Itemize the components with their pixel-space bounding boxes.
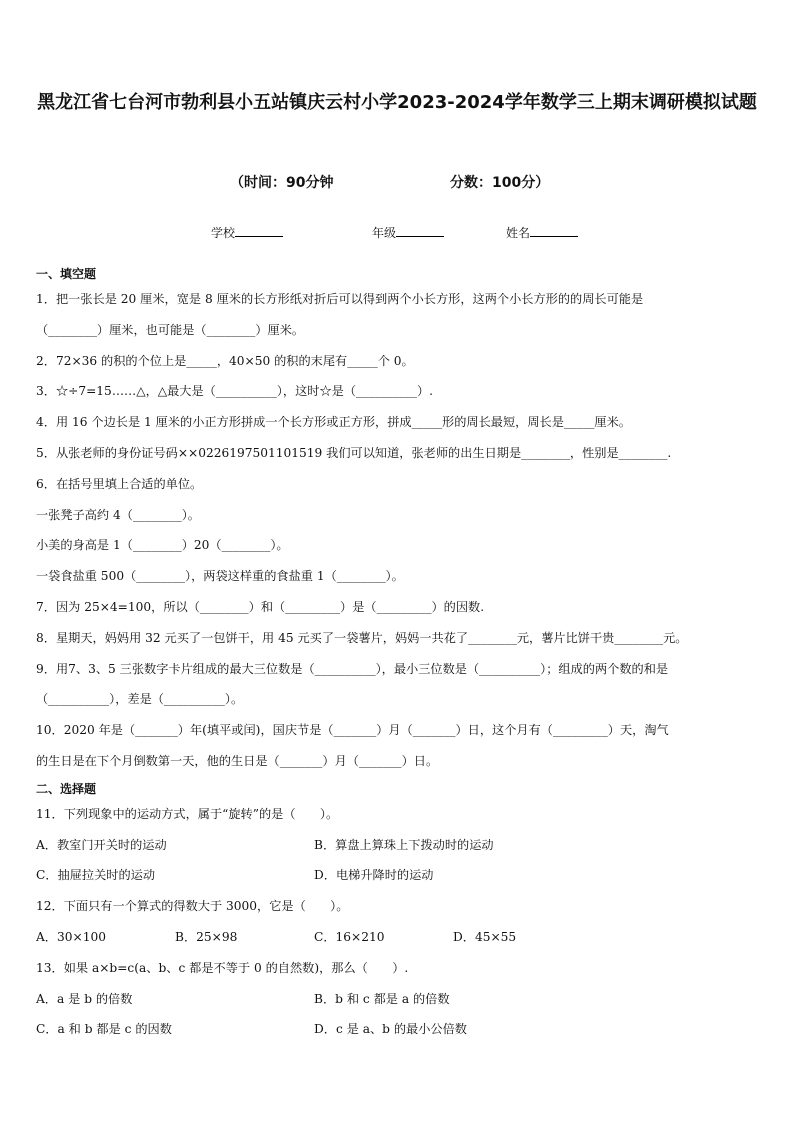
question-11-options-row1 <box>36 830 766 861</box>
question-line: 7．因为 25×4=100，所以（________）和（_________）是（_________）的因数. <box>36 599 485 614</box>
question-line: 一张凳子高约 4（________）。 <box>36 507 200 522</box>
page-title: 黑龙江省七台河市勃利县小五站镇庆云村小学2023-2024学年数学三上期末调研模拟试题 <box>37 92 757 113</box>
question-line: 9．用7、3、5 三张数字卡片组成的最大三位数是（__________），最小三位数是（__________）；组成的两个数的和是 <box>36 661 669 676</box>
option-d[interactable]: D．c 是 a、b 的最小公倍数 <box>314 1022 467 1037</box>
exam-content <box>36 262 766 1045</box>
school-blank[interactable] <box>235 224 283 237</box>
question-13-options-row1 <box>36 984 766 1015</box>
option-d[interactable]: D．45×55 <box>453 929 517 944</box>
exam-score: 分数：100分） <box>450 175 550 191</box>
option-b[interactable]: B．b 和 c 都是 a 的倍数 <box>314 991 450 1006</box>
question-line: 5．从张老师的身份证号码××0226197501101519 我们可以知道，张老师的出生日期是________，性别是________. <box>36 445 672 460</box>
section-heading-choice: 二、选择题 <box>36 781 97 796</box>
option-c[interactable]: C．抽屉拉关时的运动 <box>36 868 156 883</box>
option-c[interactable]: C．16×210 <box>314 929 385 944</box>
question-line: 8．星期天，妈妈用 32 元买了一包饼干，用 45 元买了一袋薯片，妈妈一共花了________元，薯片比饼干贵________元。 <box>36 630 688 645</box>
section-heading-fill: 一、填空题 <box>36 267 97 281</box>
option-a[interactable]: A．30×100 <box>36 929 106 944</box>
question-line: （__________），差是（__________）。 <box>36 692 244 707</box>
option-d[interactable]: D．电梯升降时的运动 <box>314 868 434 883</box>
grade-field: 年级 <box>372 224 444 241</box>
question-11-stem: 11．下列现象中的运动方式，属于“旋转”的是（ ）。 <box>36 806 339 821</box>
question-line: （________）厘米，也可能是（________）厘米。 <box>36 322 305 337</box>
name-blank[interactable] <box>530 224 578 237</box>
option-a[interactable]: A．a 是 b 的倍数 <box>36 991 133 1006</box>
question-line: 的生日是在下个月倒数第一天，他的生日是（_______）月（_______）日。 <box>36 753 439 768</box>
question-12-stem: 12．下面只有一个算式的得数大于 3000，它是（ ）。 <box>36 899 349 914</box>
question-line: 10．2020 年是（_______）年(填平或闰)，国庆节是（_______）月（_______）日，这个月有（_________）天，淘气 <box>36 723 669 738</box>
option-c[interactable]: C．a 和 b 都是 c 的因数 <box>36 1022 172 1037</box>
question-line: 1．把一张长是 20 厘米，宽是 8 厘米的长方形纸对折后可以得到两个小长方形，这两个小长方形的的周长可能是 <box>36 292 644 306</box>
question-line: 6．在括号里填上合适的单位。 <box>36 476 203 491</box>
question-line: 3．☆÷7=15……△，△最大是（__________），这时☆是（__________）. <box>36 384 434 399</box>
option-b[interactable]: B．25×98 <box>175 929 238 944</box>
name-field: 姓名 <box>506 224 578 241</box>
question-line: 一袋食盐重 500（________），两袋这样重的食盐重 1（________）。 <box>36 569 404 584</box>
question-12-options <box>36 922 766 953</box>
grade-blank[interactable] <box>396 224 444 237</box>
question-11-options-row2 <box>36 860 766 891</box>
question-13-stem: 13．如果 a×b=c(a、b、c 都是不等于 0 的自然数)，那么（ ）. <box>36 960 409 975</box>
exam-time: （时间：90分钟 <box>230 175 334 191</box>
question-line: 4．用 16 个边长是 1 厘米的小正方形拼成一个长方形或正方形，拼成_____形的周长最短，周长是_____厘米。 <box>36 415 631 430</box>
question-line: 2．72×36 的积的个位上是_____，40×50 的积的末尾有_____个 0。 <box>36 353 414 368</box>
question-13-options-row2 <box>36 1014 766 1045</box>
option-b[interactable]: B．算盘上算珠上下拨动时的运动 <box>314 837 494 852</box>
question-line: 小美的身高是 1（________）20（________）。 <box>36 538 289 553</box>
option-a[interactable]: A．教室门开关时的运动 <box>36 837 167 852</box>
school-field: 学校 <box>211 224 283 241</box>
